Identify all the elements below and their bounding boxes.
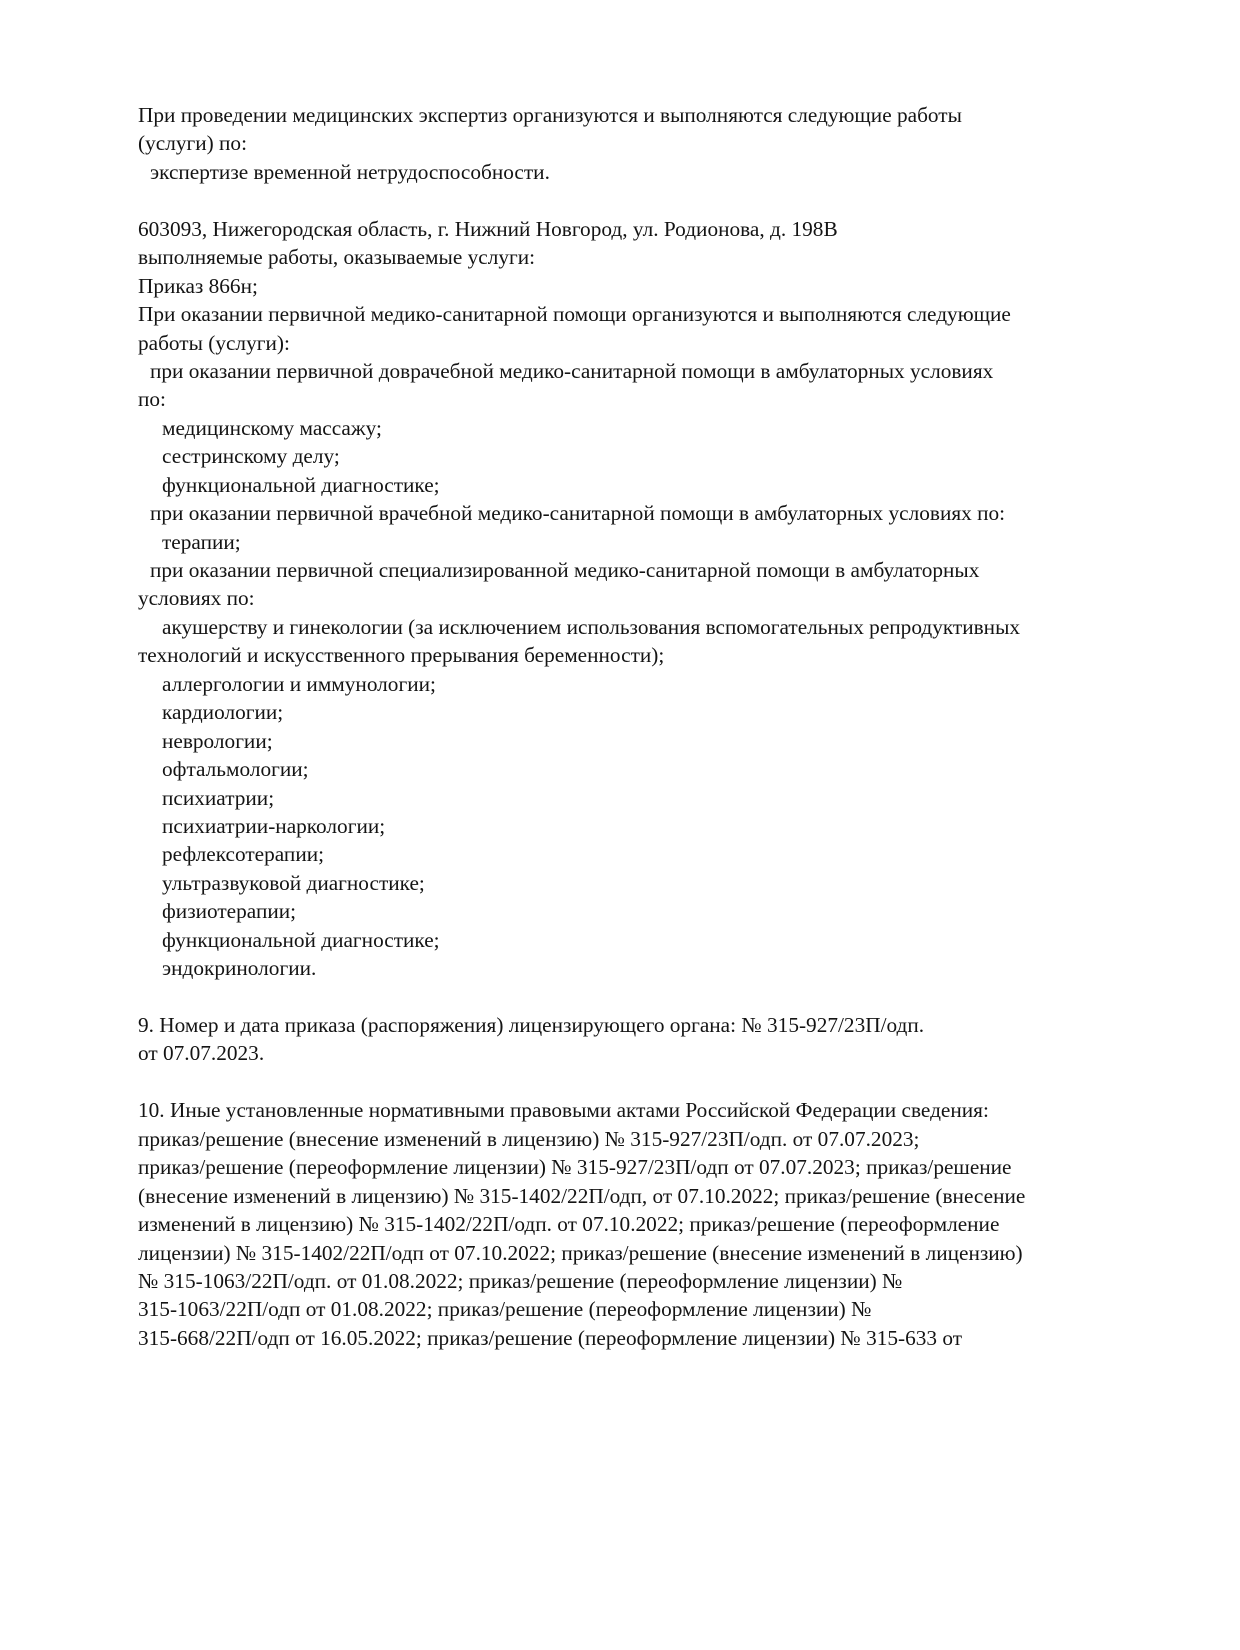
list-item: функциональной диагностике; [162,927,440,952]
text-line: При оказании первичной медико-санитарной помощи организуются и выполняются следующие [138,302,1011,327]
list-item: физиотерапии; [162,899,297,924]
list-item: ультразвуковой диагностике; [162,870,425,895]
list-item: акушерству и гинекологии (за исключением использования вспомогательных репродуктивных [162,614,1021,639]
list-item: терапии; [162,529,241,554]
list-item: кардиологии; [162,700,284,725]
order-reference: Приказ 866н; [138,273,258,298]
text-line: от 07.07.2023. [138,1041,265,1066]
list-item: медицинскому массажу; [162,415,382,440]
section-medical-expertise [138,101,1128,186]
list-item: сестринскому делу; [162,444,340,469]
section-9-order-number [138,1011,1128,1068]
text-line: приказ/решение (внесение изменений в лицензию) № 315-927/23П/одп. от 07.07.2023; [138,1126,920,1151]
text-line: (внесение изменений в лицензию) № 315-1402/22П/одп, от 07.10.2022; приказ/решение (внесение [138,1183,1026,1208]
text-line: (услуги) по: [138,131,247,156]
spacer [138,1068,1128,1096]
subsection-heading: при оказании первичной врачебной медико-санитарной помощи в амбулаторных условиях по: [150,501,1006,526]
text-line: приказ/решение (переоформление лицензии) № 315-927/23П/одп от 07.07.2023; приказ/решение [138,1155,1012,1180]
list-item: офтальмологии; [162,757,309,782]
list-item: технологий и искусственного прерывания беременности); [138,643,665,668]
subsection-heading: по: [138,387,166,412]
subsection-heading: при оказании первичной специализированной медико-санитарной помощи в амбулаторных [150,558,980,582]
subsection-heading: условиях по: [138,586,255,611]
text-line: При проведении медицинских экспертиз организуются и выполняются следующие работы [138,103,962,127]
list-item: рефлексотерапии; [162,842,325,867]
text-line: 10. Иные установленные нормативными правовыми актами Российской Федерации сведения: [138,1098,989,1123]
spacer [138,983,1128,1011]
text-line: 315-668/22П/одп от 16.05.2022; приказ/решение (переоформление лицензии) № 315-633 от [138,1325,963,1350]
list-item: психиатрии-наркологии; [162,813,386,838]
text-line: лицензии) № 315-1402/22П/одп от 07.10.2022; приказ/решение (внесение изменений в лицензию) [138,1240,1023,1265]
spacer [138,186,1128,214]
address-line: 603093, Нижегородская область, г. Нижний Новгород, ул. Родионова, д. 198В [138,216,838,241]
text-line: 9. Номер и дата приказа (распоряжения) лицензирующего органа: № 315-927/23П/одп. [138,1013,925,1037]
list-item: функциональной диагностике; [162,472,440,497]
text-line: 315-1063/22П/одп от 01.08.2022; приказ/решение (переоформление лицензии) № [138,1297,872,1322]
subsection-heading: при оказании первичной доврачебной медико-санитарной помощи в амбулаторных условиях [150,358,994,383]
list-item: эндокринологии. [162,956,317,981]
section-10-other-info [138,1096,1128,1352]
document-page [138,101,1128,1352]
list-item: психиатрии; [162,785,275,810]
list-item: неврологии; [162,728,273,753]
list-item: аллергологии и иммунологии; [162,671,436,696]
services-label: выполняемые работы, оказываемые услуги: [138,245,536,270]
text-line: № 315-1063/22П/одп. от 01.08.2022; приказ/решение (переоформление лицензии) № [138,1268,903,1293]
section-address [138,215,1128,983]
list-item: экспертизе временной нетрудоспособности. [150,159,550,184]
text-line: изменений в лицензию) № 315-1402/22П/одп. от 07.10.2022; приказ/решение (переоформление [138,1212,1000,1237]
text-line: работы (услуги): [138,330,290,355]
